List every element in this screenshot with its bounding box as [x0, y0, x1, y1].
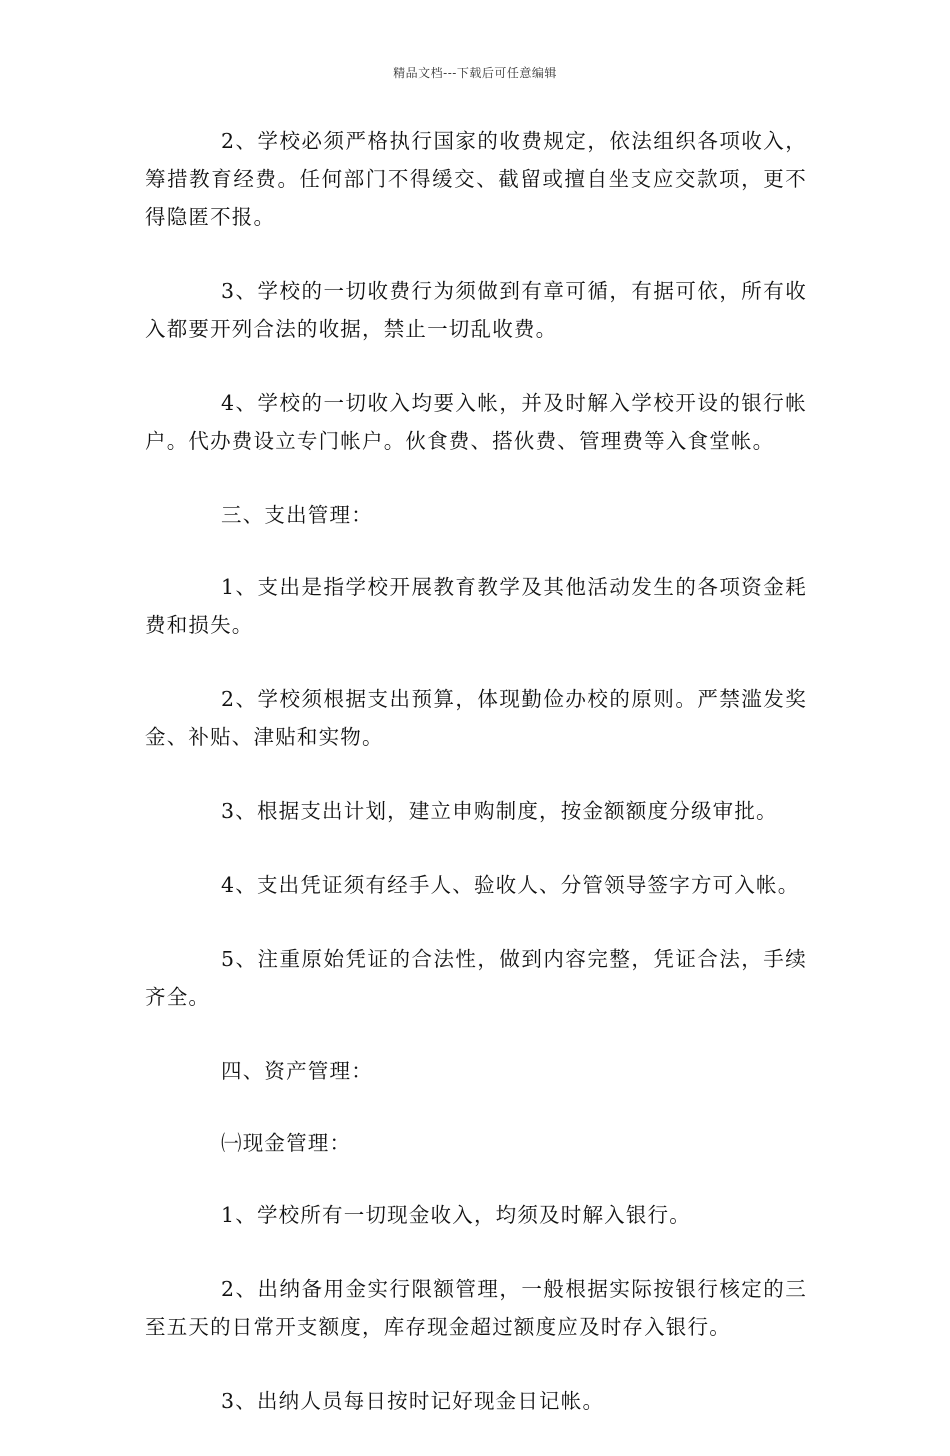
document-body — [145, 122, 807, 1456]
paragraph-income-3: 3、学校的一切收费行为须做到有章可循，有据可依，所有收入都要开列合法的收据，禁止一切乱收费。 — [145, 279, 807, 341]
page-header: 精品文档---下载后可任意编辑 — [393, 66, 557, 80]
section-heading-assets: 四、资产管理： — [221, 1059, 373, 1083]
paragraph-expenditure-1: 1、支出是指学校开展教育教学及其他活动发生的各项资金耗费和损失。 — [145, 575, 807, 637]
paragraph-cash-2: 2、出纳备用金实行限额管理，一般根据实际按银行核定的三至五天的日常开支额度，库存现金超过额度应及时存入银行。 — [145, 1277, 807, 1339]
paragraph-cash-1: 1、学校所有一切现金收入，均须及时解入银行。 — [221, 1203, 691, 1227]
section-heading-expenditure: 三、支出管理： — [221, 503, 373, 527]
paragraph-expenditure-4: 4、支出凭证须有经手人、验收人、分管领导签字方可入帐。 — [221, 873, 800, 897]
paragraph-expenditure-3: 3、根据支出计划，建立申购制度，按金额额度分级审批。 — [221, 799, 778, 823]
subsection-heading-cash: ㈠现金管理： — [221, 1131, 352, 1155]
paragraph-expenditure-5: 5、注重原始凭证的合法性，做到内容完整，凭证合法，手续齐全。 — [145, 947, 807, 1009]
paragraph-cash-3: 3、出纳人员每日按时记好现金日记帐。 — [221, 1389, 605, 1413]
paragraph-income-4: 4、学校的一切收入均要入帐，并及时解入学校开设的银行帐户。代办费设立专门帐户。伙食费、搭伙费、管理费等入食堂帐。 — [145, 391, 807, 453]
paragraph-expenditure-2: 2、学校须根据支出预算，体现勤俭办校的原则。严禁滥发奖金、补贴、津贴和实物。 — [145, 687, 807, 749]
paragraph-income-2: 2、学校必须严格执行国家的收费规定，依法组织各项收入，筹措教育经费。任何部门不得缓交、截留或擅自坐支应交款项，更不得隐匿不报。 — [145, 129, 807, 229]
